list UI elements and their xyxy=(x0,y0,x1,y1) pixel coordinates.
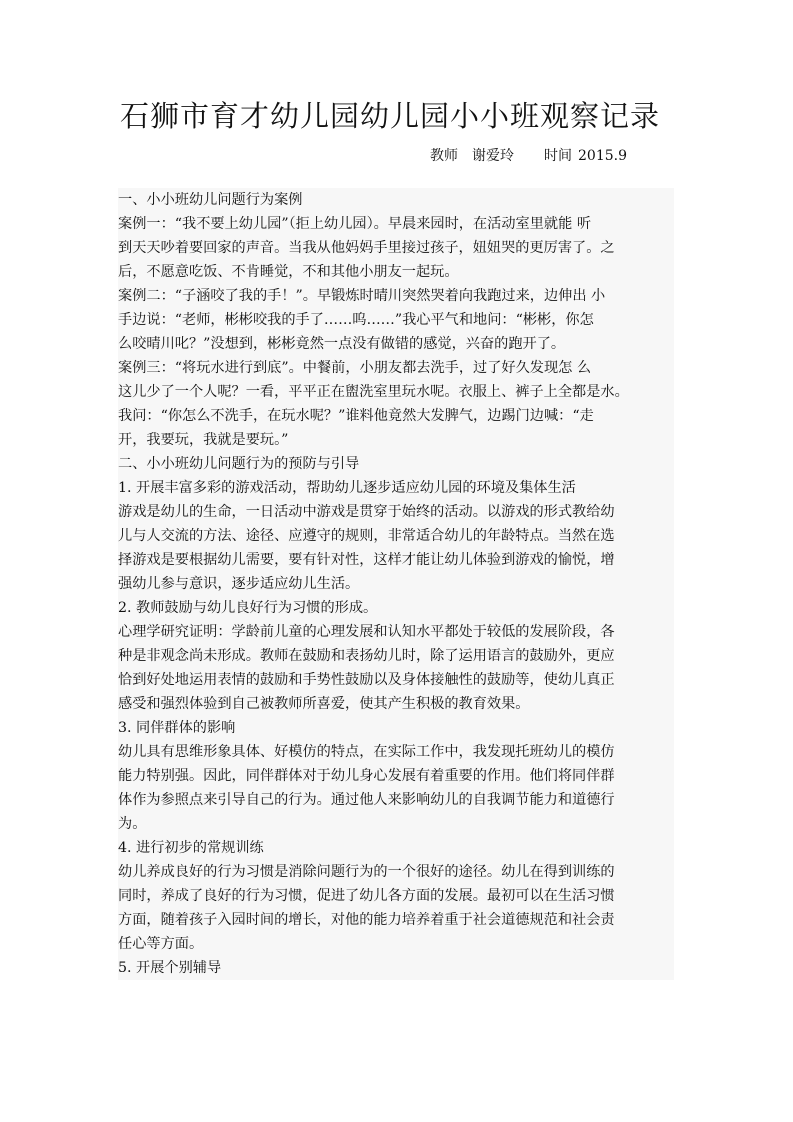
text-line: 2. 教师鼓励与幼儿良好行为习惯的形成。 xyxy=(118,600,378,616)
text-line: 到天天吵着要回家的声音。当我从他妈妈手里接过孩子，妞妞哭的更厉害了。之 xyxy=(118,240,615,256)
text-line: 3. 同伴群体的影响 xyxy=(118,720,236,736)
text-line: 幼儿具有思维形象具体、好模仿的特点，在实际工作中，我发现托班幼儿的模仿 xyxy=(118,744,615,760)
text-line: 案例一：“我不要上幼儿园”（拒上幼儿园）。早晨来园时，在活动室里就能 听 xyxy=(118,216,592,232)
text-line: 为。 xyxy=(118,816,147,832)
text-line: 1. 开展丰富多彩的游戏活动，帮助幼儿逐步适应幼儿园的环境及集体生活 xyxy=(118,480,576,496)
text-line: 幼儿养成良好的行为习惯是消除问题行为的一个很好的途径。幼儿在得到训练的 xyxy=(118,864,615,880)
text-line: 方面，随着孩子入园时间的增长，对他的能力培养着重于社会道德规范和社会责 xyxy=(118,912,615,928)
text-line: 心理学研究证明：学龄前儿童的心理发展和认知水平都处于较低的发展阶段，各 xyxy=(118,624,615,640)
text-line: 能力特别强。因此，同伴群体对于幼儿身心发展有着重要的作用。他们将同伴群 xyxy=(118,768,615,784)
text-line: 儿与人交流的方法、途径、应遵守的规则，非常适合幼儿的年龄特点。当然在选 xyxy=(118,528,615,544)
text-line: 案例二：“子涵咬了我的手！”。早锻炼时晴川突然哭着向我跑过来，边伸出 小 xyxy=(118,288,606,304)
teacher-name: 谢爱玲 xyxy=(472,148,514,164)
text-line: 体作为参照点来引导自己的行为。通过他人来影响幼儿的自我调节能力和道德行 xyxy=(118,792,615,808)
text-line: 5. 开展个别辅导 xyxy=(118,960,222,976)
teacher-label: 教师 xyxy=(430,148,458,164)
text-line: 游戏是幼儿的生命，一日活动中游戏是贯穿于始终的活动。以游戏的形式教给幼 xyxy=(118,504,615,520)
text-line: 手边说：“老师，彬彬咬我的手了……呜……”我心平气和地问：“彬彬，你怎 xyxy=(118,312,594,328)
text-line: 种是非观念尚未形成。教师在鼓励和表扬幼儿时，除了运用语言的鼓励外，更应 xyxy=(118,648,615,664)
text-line: 这儿少了一个人呢？一看，平平正在盥洗室里玩水呢。衣服上、裤子上全都是水。 xyxy=(118,384,629,400)
text-line: 一、小小班幼儿问题行为案例 xyxy=(118,192,303,208)
text-line: 4. 进行初步的常规训练 xyxy=(118,840,264,856)
text-line: 开，我要玩，我就是要玩。” xyxy=(118,432,289,448)
text-line: 同时，养成了良好的行为习惯，促进了幼儿各方面的发展。最初可以在生活习惯 xyxy=(118,888,615,904)
text-line: 二、小小班幼儿问题行为的预防与引导 xyxy=(118,456,360,472)
byline xyxy=(430,146,627,166)
text-line: 恰到好处地运用表情的鼓励和手势性鼓励以及身体接触性的鼓励等，使幼儿真正 xyxy=(118,672,615,688)
document-body xyxy=(118,188,674,980)
text-line: 强幼儿参与意识，逐步适应幼儿生活。 xyxy=(118,576,360,592)
text-line: 任心等方面。 xyxy=(118,936,204,952)
text-line: 我问：“你怎么不洗手，在玩水呢？”谁料他竟然大发脾气，边踢门边喊：“走 xyxy=(118,408,594,424)
date-label: 时间 xyxy=(544,148,572,164)
document-title: 石狮市育才幼儿园幼儿园小小班观察记录 xyxy=(120,99,661,133)
text-line: 么咬晴川叱？”没想到，彬彬竟然一点没有做错的感觉，兴奋的跑开了。 xyxy=(118,336,566,352)
text-line: 择游戏是要根据幼儿需要，要有针对性，这样才能让幼儿体验到游戏的愉悦，增 xyxy=(118,552,615,568)
text-line: 案例三：“将玩水进行到底”。中餐前，小朋友都去洗手，过了好久发现怎 么 xyxy=(118,360,592,376)
text-line: 感受和强烈体验到自己被教师所喜爱，使其产生积极的教育效果。 xyxy=(118,696,530,712)
date-value: 2015.9 xyxy=(578,148,627,164)
text-line: 后，不愿意吃饭、不肯睡觉，不和其他小朋友一起玩。 xyxy=(118,264,459,280)
